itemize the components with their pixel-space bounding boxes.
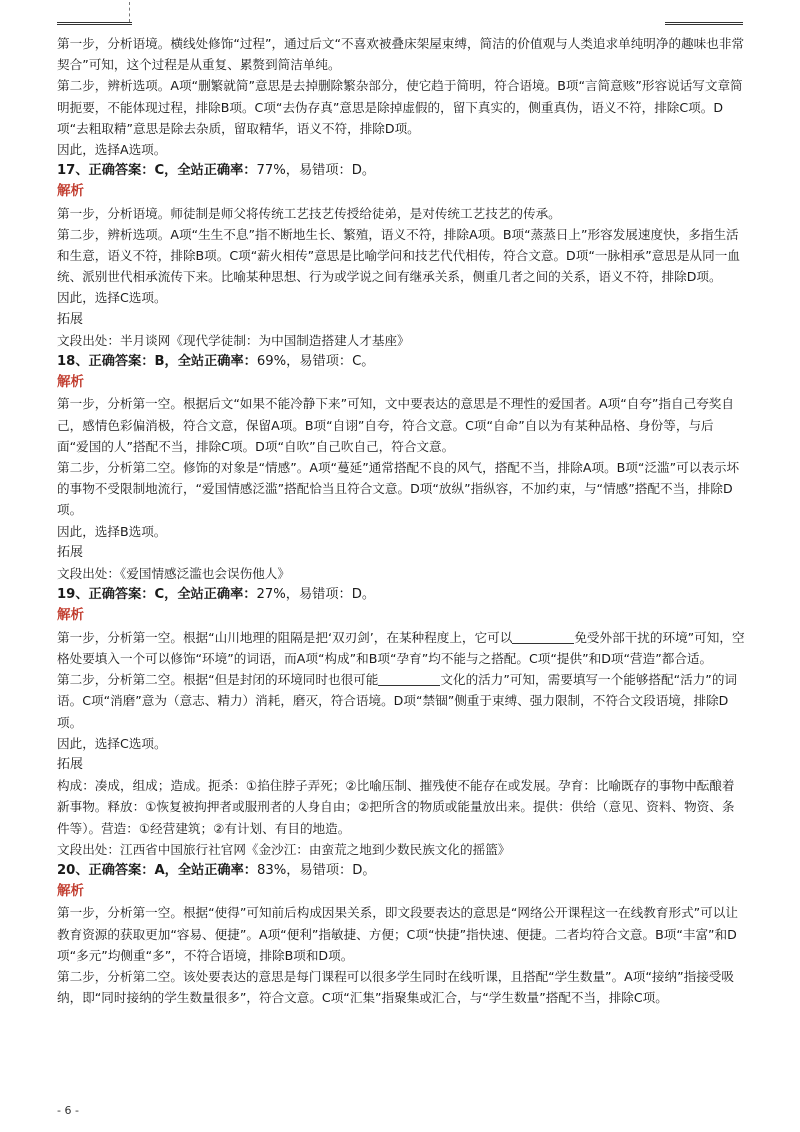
q18-answer: 18、正确答案：B，全站正确率： (57, 354, 257, 370)
q19-conclusion: 因此，选择C选项。 (57, 735, 167, 751)
q20-answer: 20、正确答案：A，全站正确率： (57, 862, 257, 878)
q18-source: 文段出处：《爱国情感泛滥也会误伤他人》 (57, 566, 290, 582)
q18-step1: 第一步，分析第一空。根据后文“如果不能冷静下来”可知，文中要表达的意思是不理性的爱国者。A项“自夸”指自己夸奖自己，感情色彩偏消极，符合文意，保留A项。B项“自诩”自夸，符合文意。C项“自命”自以为有某种品格、身份等，与后面“爱国的人”搭配不当，排除C项。D项“自吹”自己吹自己，符合文意。 (57, 396, 734, 454)
q19-extension: 构成：凑成，组成；造成。扼杀：①掐住脖子弄死；②比喻压制、摧残使不能存在或发展。孕育：比喻既存的事物中酝酿着新事物。释放：①恢复被拘押者或服刑者的人身自由；②把所含的物质或能量放出来。提供：供给（意见、资料、物资、条件等）。营造：①经营建筑；②有计划、有目的地造。 (57, 778, 735, 836)
q19-step2: 第二步，分析第二空。根据“但是封闭的环境同时也很可能 文化的活力”可知，需要填写一个能够搭配“活力”的词语。C项“消磨”意为（意志、精力）消耗，磨灭，符合语境。D项“禁锢”侧重于束缚、强力限制，不符合文段语境，排除D项。 (57, 672, 738, 730)
header-tick (129, 2, 131, 22)
q18-tuozhan-heading: 拓展 (57, 544, 84, 560)
q17-jiexi-heading: 解析 (57, 183, 84, 200)
page-number: - 6 - (57, 1104, 79, 1117)
intro-step2: 第二步，辨析选项。A项“删繁就简”意思是去掉删除繁杂部分，使它趋于简明，符合语境。B项“言简意赅”形容说话写文章简明扼要，不能体现过程，排除B项。C项“去伪存真”意思是除掉虚假的，留下真实的，侧重真伪，语义不符，排除C项。D项“去粗取精”意思是除去杂质，留取精华，语义不符，排除D项。 (57, 78, 743, 136)
q17-tuozhan-heading: 拓展 (57, 311, 84, 327)
q17-source: 文段出处：半月谈网《现代学徒制：为中国制造搭建人才基座》 (57, 332, 410, 348)
q18-answer-line (57, 351, 745, 372)
q17-conclusion: 因此，选择C选项。 (57, 290, 167, 306)
q19-jiexi-heading: 解析 (57, 607, 84, 624)
q19-answer-line (57, 584, 745, 605)
q18-step2: 第二步，分析第二空。修饰的对象是“情感”。A项“蔓延”通常搭配不良的风气，搭配不当，排除A项。B项“泛滥”可以表示坏的事物不受限制地流行，“爱国情感泛滥”搭配恰当且符合文意。D项“放纵”指纵容，不加约束，与“情感”搭配不当，排除D项。 (57, 460, 740, 518)
q17-step1: 第一步，分析语境。师徒制是师父将传统工艺技艺传授给徒弟，是对传统工艺技艺的传承。 (57, 205, 561, 221)
q20-jiexi-heading: 解析 (57, 883, 84, 900)
intro-conclusion: 因此，选择A选项。 (57, 142, 167, 158)
q18-jiexi-heading: 解析 (57, 374, 84, 391)
header-rule-right (665, 0, 743, 25)
page-content (57, 33, 745, 1008)
q17-answer: 17、正确答案：C，全站正确率： (57, 163, 257, 179)
q19-step1: 第一步，分析第一空。根据“山川地理的阻隔是把‘双刃剑’，在某种程度上，它可以 免受外部干扰的环境”可知，空格处要填入一个可以修饰“环境”的词语，而A项“构成”和B项“孕育”均不能与之搭配。C项“提供”和D项“营造”都合适。 (57, 629, 745, 666)
q20-step1: 第一步，分析第一空。根据“使得”可知前后构成因果关系，即文段要表达的意思是“网络公开课程这一在线教育形式”可以让教育资源的获取更加“容易、便捷”。A项“便利”指敏捷、方便；C项“快捷”指快速、便捷。二者均符合文意。B项“丰富”和D项“多元”均侧重“多”，不符合语境，排除B项和D项。 (57, 905, 738, 963)
q19-answer: 19、正确答案：C，全站正确率： (57, 587, 257, 603)
q17-stat: 77%，易错项：D。 (256, 163, 376, 179)
header-rule-left (57, 0, 132, 25)
q18-conclusion: 因此，选择B选项。 (57, 523, 167, 539)
q20-step2: 第二步，分析第二空。该处要表达的意思是每门课程可以很多学生同时在线听课，且搭配“学生数量”。A项“接纳”指接受吸纳，即“同时接纳的学生数量很多”，符合文意。C项“汇集”指聚集或汇合，与“学生数量”搭配不当，排除C项。 (57, 968, 734, 1006)
q20-answer-line (57, 860, 745, 881)
q18-stat: 69%，易错项：C。 (256, 354, 375, 370)
q17-step2: 第二步，辨析选项。A项“生生不息”指不断地生长、繁殖，语义不符，排除A项。B项“蒸蒸日上”形容发展速度快，多指生活和生意，语义不符，排除B项。C项“薪火相传”意思是比喻学问和技艺代代相传，符合文意。D项“一脉相承”意思是从同一血统、派别世代相承流传下来。比喻某种思想、行为或学说之间有继承关系，侧重几者之间的关系，语义不符，排除D项。 (57, 226, 740, 285)
fill-blank (378, 671, 440, 686)
q19-source: 文段出处：江西省中国旅行社官网《金沙江：由蛮荒之地到少数民族文化的摇篮》 (57, 841, 511, 857)
fill-blank (512, 629, 574, 644)
q17-answer-line (57, 160, 745, 181)
q20-stat: 83%，易错项：D。 (257, 862, 376, 878)
q19-tuozhan-heading: 拓展 (57, 756, 84, 772)
intro-step1: 第一步，分析语境。横线处修饰“过程”，通过后文“不喜欢被叠床架屋束缚，简洁的价值观与人类追求单纯明净的趣味也非常契合”可知，这个过程是从重复、累赘到简洁单纯。 (57, 36, 745, 73)
q19-stat: 27%，易错项：D。 (256, 587, 376, 603)
